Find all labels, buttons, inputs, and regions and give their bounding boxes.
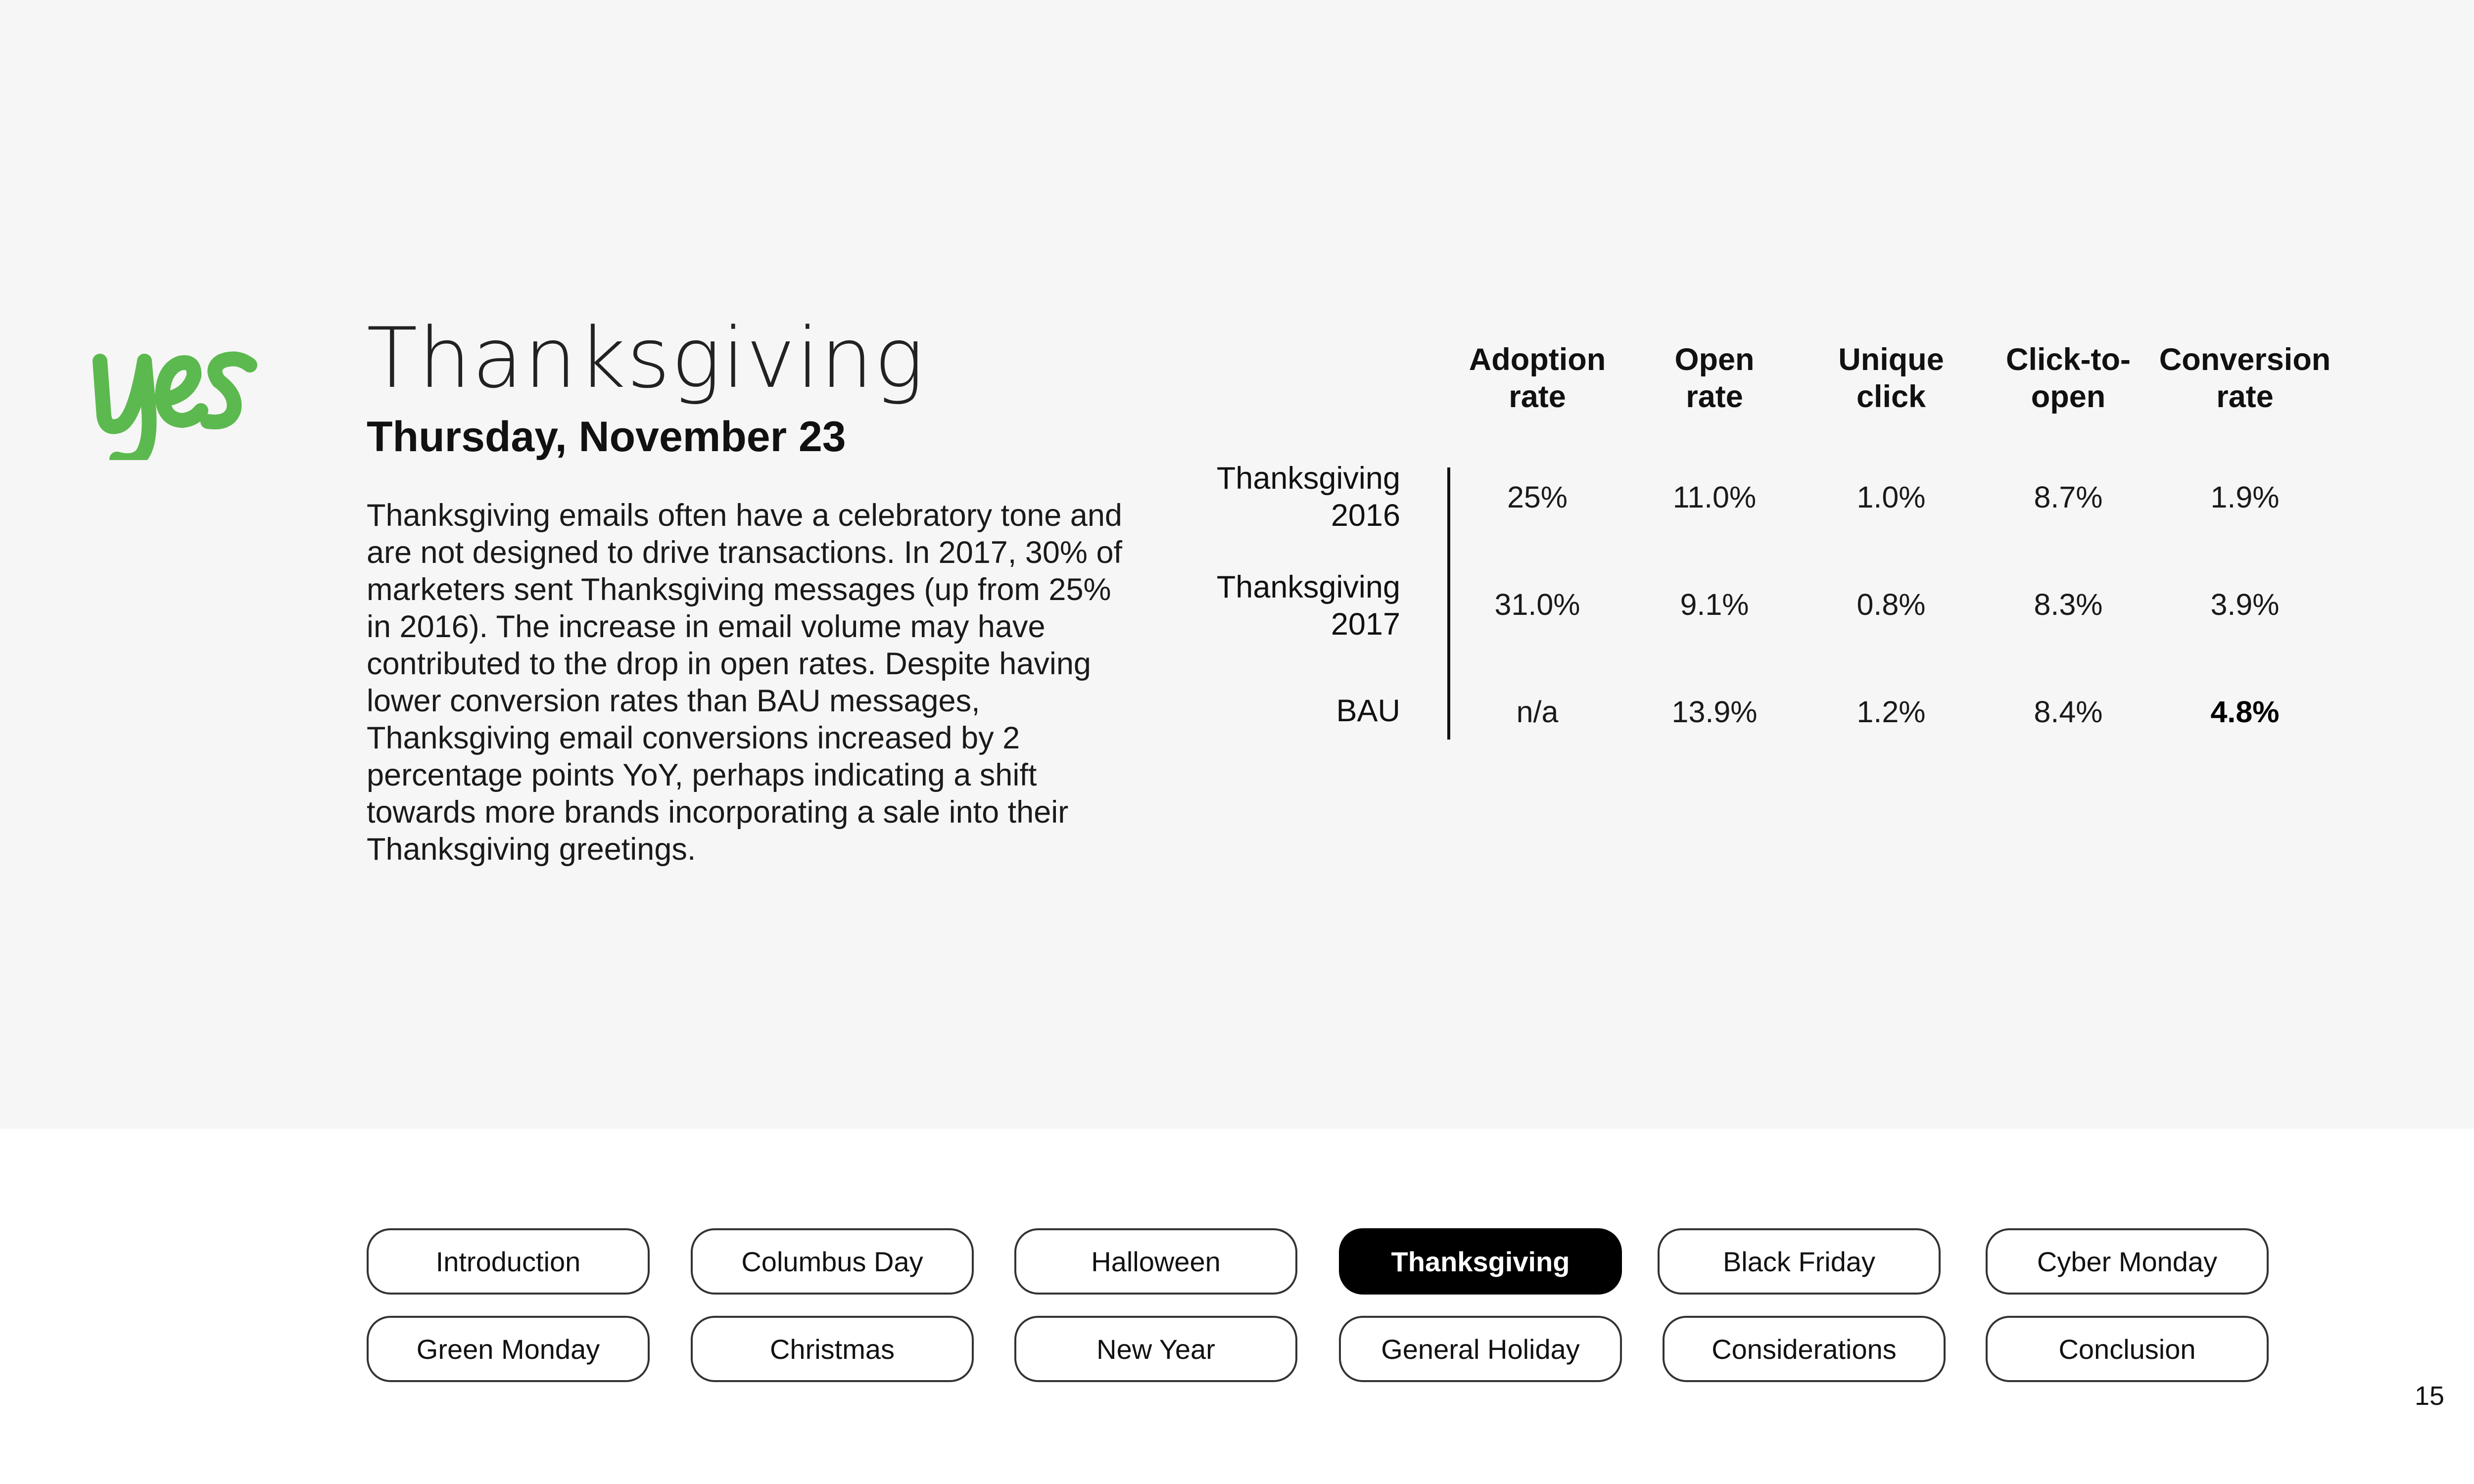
column-header xyxy=(2156,341,2334,416)
nav-thanksgiving[interactable]: Thanksgiving xyxy=(1339,1228,1622,1295)
row-label-line: Thanksgiving xyxy=(1216,461,1400,496)
column-header-line: rate xyxy=(1509,379,1566,414)
row-label xyxy=(1188,460,1400,534)
table-cell: 1.9% xyxy=(2210,480,2280,514)
table-cell: 31.0% xyxy=(1494,588,1580,621)
column-header xyxy=(1625,341,1804,416)
slide-body-text: Thanksgiving emails often have a celebratory tone and are not designed to drive transactions. In 2017, 30% of marketers sent Thanksgiving messages (up from 25% in 2016). The increase in email volume may have contributed to the drop in open rates. Despite having lower conversion rates than BAU messages, Thanksgiving email conversions increased by 2 percentage points YoY, perhaps indicating a shift towards more brands incorporating a sale into their Thanksgiving greetings. xyxy=(367,498,1122,867)
column-header-line: Adoption xyxy=(1469,342,1606,377)
row-label-line: 2016 xyxy=(1331,498,1400,533)
column-header-line: rate xyxy=(1686,379,1743,414)
table-cell: 0.8% xyxy=(1856,588,1926,621)
column-header xyxy=(1448,341,1626,416)
column-header-line: Conversion xyxy=(2159,342,2331,377)
nav-green-monday[interactable]: Green Monday xyxy=(367,1316,650,1382)
table-cell: 8.4% xyxy=(2034,695,2103,729)
nav-black-friday[interactable]: Black Friday xyxy=(1658,1228,1941,1295)
table-cell: 3.9% xyxy=(2210,588,2280,621)
column-header xyxy=(1979,341,2157,416)
nav-cyber-monday[interactable]: Cyber Monday xyxy=(1986,1228,2269,1295)
nav-conclusion[interactable]: Conclusion xyxy=(1986,1316,2269,1382)
nav-general-holiday[interactable]: General Holiday xyxy=(1339,1316,1622,1382)
row-label-line: Thanksgiving xyxy=(1216,570,1400,604)
row-label-line: 2017 xyxy=(1331,607,1400,642)
column-header-line: open xyxy=(2031,379,2106,414)
table-cell: 11.0% xyxy=(1672,480,1757,514)
nav-introduction[interactable]: Introduction xyxy=(367,1228,650,1295)
column-header-line: Open xyxy=(1674,342,1755,377)
page-number: 15 xyxy=(2415,1381,2445,1411)
nav-christmas[interactable]: Christmas xyxy=(691,1316,974,1382)
nav-considerations[interactable]: Considerations xyxy=(1663,1316,1946,1382)
table-cell: 9.1% xyxy=(1680,588,1749,621)
slide-title: Thanksgiving xyxy=(367,310,925,407)
nav-columbus-day[interactable]: Columbus Day xyxy=(691,1228,974,1295)
row-label-line: BAU xyxy=(1336,694,1400,728)
metrics-table xyxy=(1188,341,2355,747)
table-cell: 1.0% xyxy=(1856,480,1926,514)
column-header-line: rate xyxy=(2216,379,2274,414)
table-cell: 8.3% xyxy=(2034,588,2103,621)
yes-logo xyxy=(89,341,260,460)
table-cell: 1.2% xyxy=(1856,695,1926,729)
nav-new-year[interactable]: New Year xyxy=(1014,1316,1297,1382)
row-label xyxy=(1188,569,1400,643)
row-label xyxy=(1188,693,1400,730)
table-cell: 25% xyxy=(1507,480,1568,514)
column-header-line: Click-to- xyxy=(2006,342,2131,377)
column-header-line: click xyxy=(1856,379,1926,414)
column-header xyxy=(1802,341,1980,416)
table-cell: 13.9% xyxy=(1671,695,1758,729)
column-header-line: Unique xyxy=(1838,342,1944,377)
highlighted-cell: 4.8% xyxy=(2210,695,2280,729)
table-cell: n/a xyxy=(1516,695,1559,729)
slide-subtitle: Thursday, November 23 xyxy=(367,413,846,461)
table-cell: 8.7% xyxy=(2034,480,2103,514)
nav-halloween[interactable]: Halloween xyxy=(1014,1228,1297,1295)
